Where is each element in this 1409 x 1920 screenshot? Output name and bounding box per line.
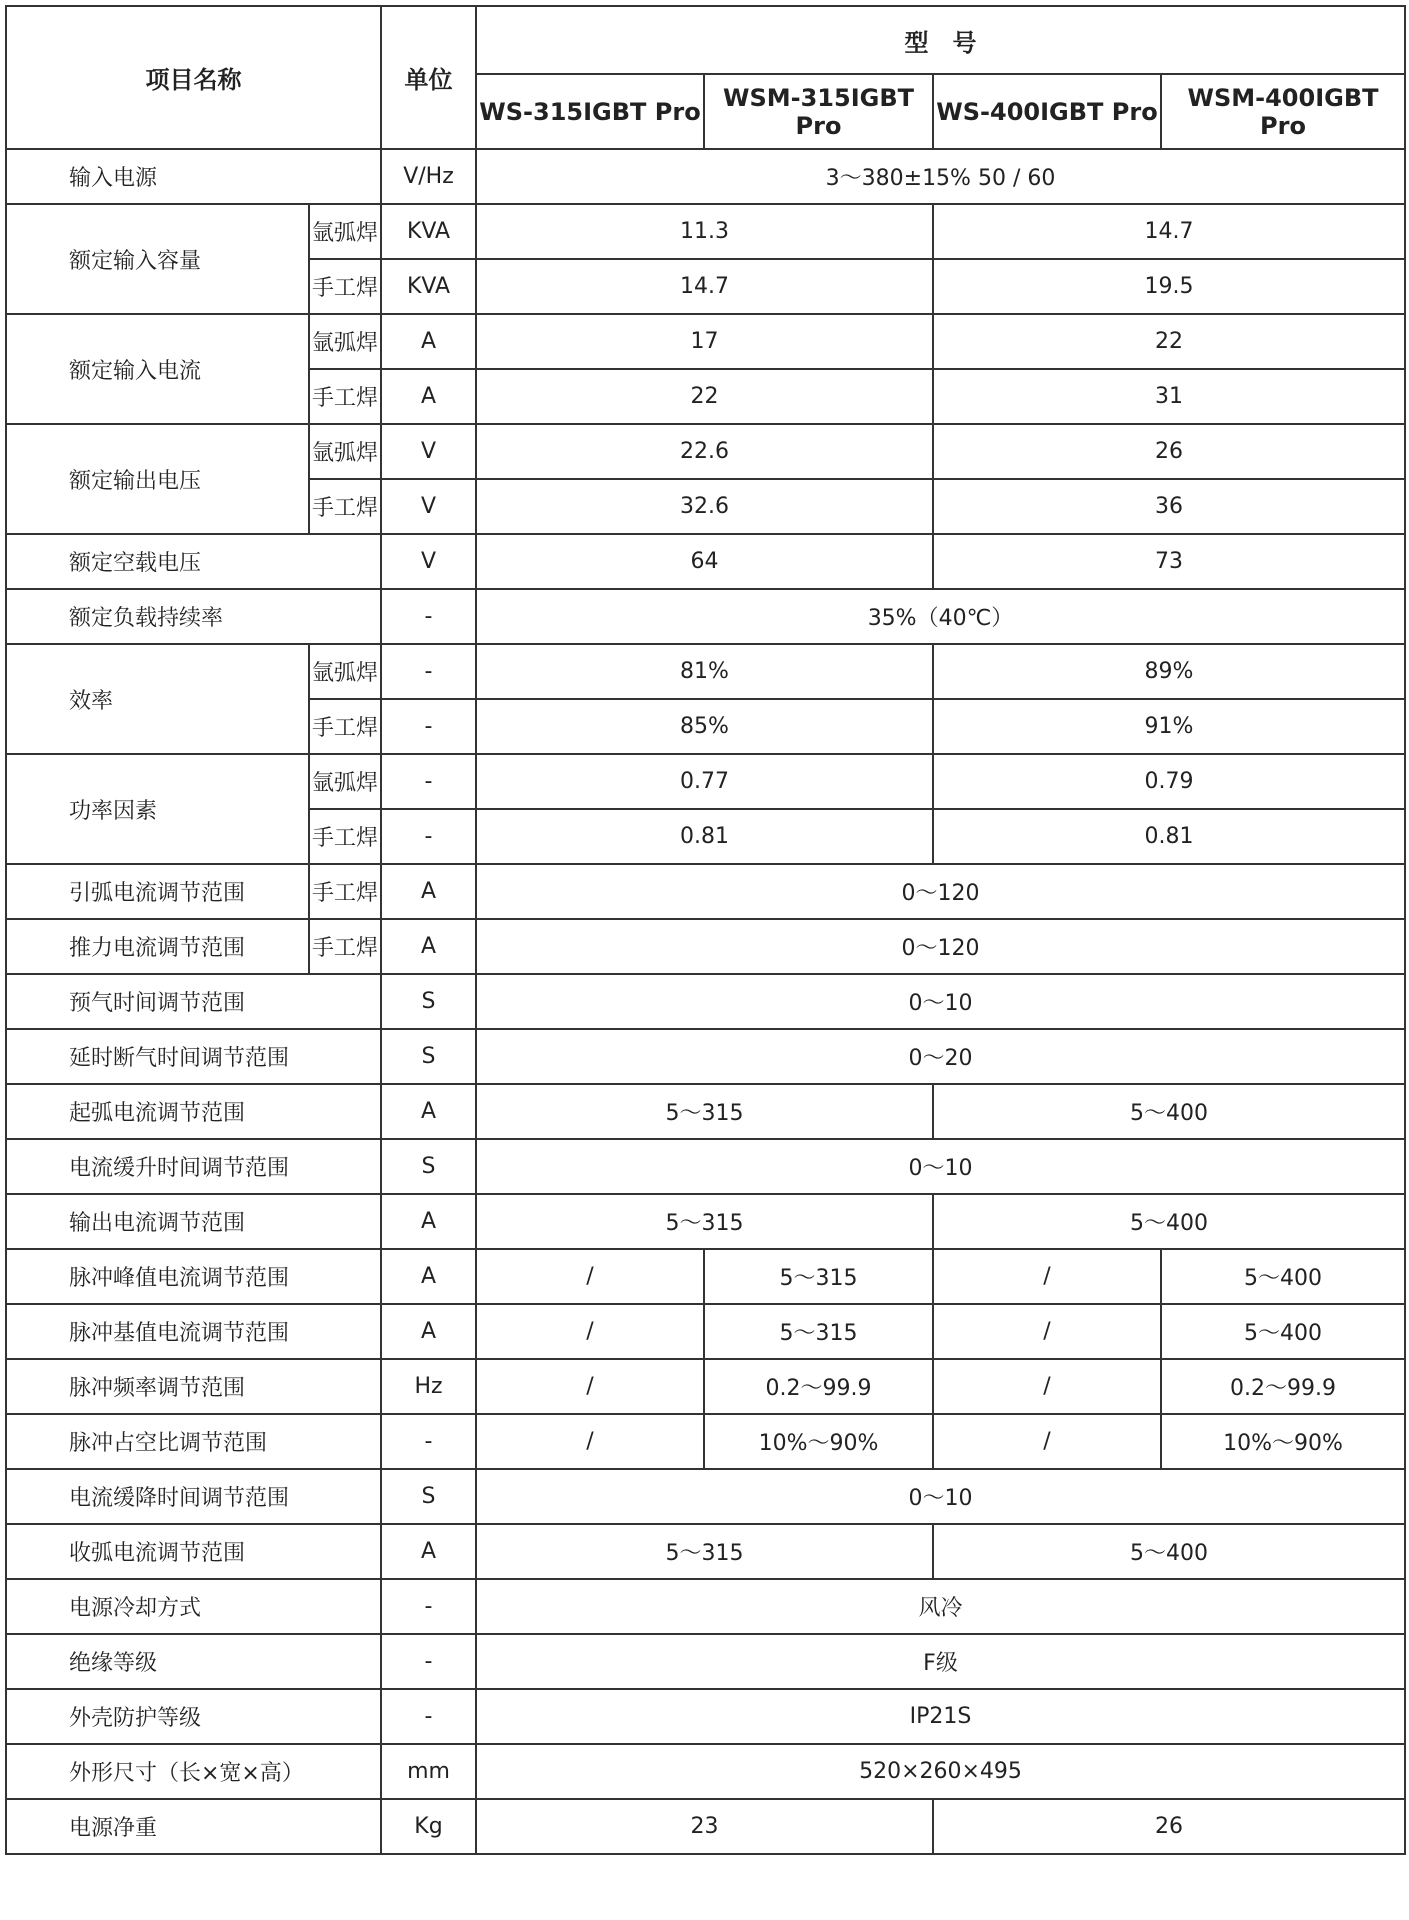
row-value: 14.7 <box>476 259 933 314</box>
row-value: 0～10 <box>476 974 1405 1029</box>
header-unit: 单位 <box>381 6 476 149</box>
row-sub-label: 氩弧焊 <box>309 204 381 259</box>
row-name: 推力电流调节范围 <box>6 919 309 974</box>
row-sub-label: 手工焊 <box>309 479 381 534</box>
table-row <box>6 1524 1405 1579</box>
row-unit: - <box>381 1579 476 1634</box>
row-unit: A <box>381 1084 476 1139</box>
row-unit: A <box>381 864 476 919</box>
row-sub-label: 手工焊 <box>309 919 381 974</box>
row-unit: S <box>381 1469 476 1524</box>
row-unit: V/Hz <box>381 149 476 204</box>
table-row <box>6 919 1405 974</box>
row-value: / <box>933 1359 1161 1414</box>
row-value: 10%～90% <box>704 1414 933 1469</box>
table-row <box>6 204 1405 259</box>
row-name: 输入电源 <box>6 149 381 204</box>
row-name: 输出电流调节范围 <box>6 1194 381 1249</box>
row-value: 5～315 <box>476 1524 933 1579</box>
row-unit: - <box>381 1689 476 1744</box>
row-sub-label: 氩弧焊 <box>309 644 381 699</box>
header-model: 型 号 <box>476 6 1405 74</box>
row-unit: KVA <box>381 204 476 259</box>
row-sub-label: 手工焊 <box>309 259 381 314</box>
row-value: 22 <box>933 314 1405 369</box>
row-unit: - <box>381 809 476 864</box>
row-value: 22 <box>476 369 933 424</box>
row-name: 起弧电流调节范围 <box>6 1084 381 1139</box>
row-sub-label: 氩弧焊 <box>309 754 381 809</box>
row-value: 0～10 <box>476 1139 1405 1194</box>
table-row <box>6 1249 1405 1304</box>
row-name: 电源冷却方式 <box>6 1579 381 1634</box>
header-model-1: WS-315IGBT Pro <box>476 74 704 149</box>
row-unit: A <box>381 1524 476 1579</box>
row-unit: - <box>381 699 476 754</box>
row-unit: S <box>381 974 476 1029</box>
row-value: 14.7 <box>933 204 1405 259</box>
row-value: 5～400 <box>933 1524 1405 1579</box>
row-unit: V <box>381 479 476 534</box>
row-unit: KVA <box>381 259 476 314</box>
table-row <box>6 1414 1405 1469</box>
row-value: 91% <box>933 699 1405 754</box>
row-value: 5～400 <box>933 1084 1405 1139</box>
row-unit: mm <box>381 1744 476 1799</box>
row-value: / <box>933 1304 1161 1359</box>
table-row <box>6 424 1405 479</box>
row-name: 外形尺寸（长×宽×高） <box>6 1744 381 1799</box>
row-value: 17 <box>476 314 933 369</box>
row-unit: A <box>381 1249 476 1304</box>
table-row <box>6 1579 1405 1634</box>
header-model-3: WS-400IGBT Pro <box>933 74 1161 149</box>
row-value: 10%～90% <box>1161 1414 1405 1469</box>
row-value: IP21S <box>476 1689 1405 1744</box>
row-name: 脉冲频率调节范围 <box>6 1359 381 1414</box>
row-name: 引弧电流调节范围 <box>6 864 309 919</box>
row-value: 0.81 <box>476 809 933 864</box>
row-value: 5～400 <box>1161 1304 1405 1359</box>
row-value: 5～315 <box>704 1304 933 1359</box>
row-value: 0.81 <box>933 809 1405 864</box>
table-row <box>6 1689 1405 1744</box>
row-name: 电流缓降时间调节范围 <box>6 1469 381 1524</box>
table-row <box>6 1304 1405 1359</box>
table-row <box>6 589 1405 644</box>
row-unit: - <box>381 1634 476 1689</box>
row-name: 收弧电流调节范围 <box>6 1524 381 1579</box>
row-sub-label: 氩弧焊 <box>309 424 381 479</box>
row-unit: - <box>381 589 476 644</box>
row-unit: - <box>381 644 476 699</box>
row-unit: Kg <box>381 1799 476 1854</box>
row-value: 0.2～99.9 <box>1161 1359 1405 1414</box>
row-name: 额定空载电压 <box>6 534 381 589</box>
row-value: / <box>476 1359 704 1414</box>
row-value: 35%（40℃） <box>476 589 1405 644</box>
table-row <box>6 1469 1405 1524</box>
row-value: 64 <box>476 534 933 589</box>
row-value: 73 <box>933 534 1405 589</box>
row-value: 11.3 <box>476 204 933 259</box>
row-value: 5～400 <box>933 1194 1405 1249</box>
row-unit: - <box>381 1414 476 1469</box>
table-row <box>6 1194 1405 1249</box>
row-sub-label: 手工焊 <box>309 369 381 424</box>
row-value: 89% <box>933 644 1405 699</box>
row-value: 26 <box>933 1799 1405 1854</box>
row-value: 26 <box>933 424 1405 479</box>
row-unit: Hz <box>381 1359 476 1414</box>
row-unit: S <box>381 1029 476 1084</box>
row-value: / <box>476 1249 704 1304</box>
table-row <box>6 644 1405 699</box>
row-sub-label: 手工焊 <box>309 864 381 919</box>
row-name: 预气时间调节范围 <box>6 974 381 1029</box>
row-value: 3～380±15% 50 / 60 <box>476 149 1405 204</box>
row-value: 81% <box>476 644 933 699</box>
row-value: / <box>933 1249 1161 1304</box>
header-model-2: WSM-315IGBT Pro <box>704 74 933 149</box>
table-row <box>6 1139 1405 1194</box>
row-value: 0～120 <box>476 919 1405 974</box>
row-value: 36 <box>933 479 1405 534</box>
row-value: 0～10 <box>476 1469 1405 1524</box>
row-unit: A <box>381 369 476 424</box>
row-unit: A <box>381 1304 476 1359</box>
row-value: / <box>476 1304 704 1359</box>
row-name: 电流缓升时间调节范围 <box>6 1139 381 1194</box>
row-value: 5～315 <box>704 1249 933 1304</box>
table-row <box>6 1359 1405 1414</box>
table-row <box>6 864 1405 919</box>
table-row <box>6 1799 1405 1854</box>
row-name: 脉冲基值电流调节范围 <box>6 1304 381 1359</box>
row-value: 32.6 <box>476 479 933 534</box>
row-unit: V <box>381 534 476 589</box>
row-value: 23 <box>476 1799 933 1854</box>
row-unit: V <box>381 424 476 479</box>
row-unit: S <box>381 1139 476 1194</box>
row-name: 额定输入容量 <box>6 204 309 314</box>
row-value: 5～315 <box>476 1194 933 1249</box>
row-sub-label: 手工焊 <box>309 809 381 864</box>
row-unit: A <box>381 919 476 974</box>
header-item-name: 项目名称 <box>6 6 381 149</box>
row-value: / <box>476 1414 704 1469</box>
row-name: 外壳防护等级 <box>6 1689 381 1744</box>
row-name: 效率 <box>6 644 309 754</box>
row-value: 5～315 <box>476 1084 933 1139</box>
row-name: 额定输入电流 <box>6 314 309 424</box>
row-value: 0～20 <box>476 1029 1405 1084</box>
spec-table-body <box>6 149 1405 1854</box>
table-row <box>6 974 1405 1029</box>
row-value: 0.2～99.9 <box>704 1359 933 1414</box>
table-row <box>6 754 1405 809</box>
row-value: 风冷 <box>476 1579 1405 1634</box>
row-value: 85% <box>476 699 933 754</box>
row-name: 延时断气时间调节范围 <box>6 1029 381 1084</box>
row-value: 19.5 <box>933 259 1405 314</box>
row-unit: A <box>381 1194 476 1249</box>
row-value: 520×260×495 <box>476 1744 1405 1799</box>
table-row <box>6 1084 1405 1139</box>
row-name: 功率因素 <box>6 754 309 864</box>
spec-table <box>5 5 1406 1855</box>
row-value: 22.6 <box>476 424 933 479</box>
row-value: 0.77 <box>476 754 933 809</box>
row-value: 5～400 <box>1161 1249 1405 1304</box>
row-unit: - <box>381 754 476 809</box>
row-sub-label: 手工焊 <box>309 699 381 754</box>
table-row <box>6 1029 1405 1084</box>
table-row <box>6 534 1405 589</box>
row-value: F级 <box>476 1634 1405 1689</box>
table-row <box>6 1634 1405 1689</box>
row-unit: A <box>381 314 476 369</box>
row-value: 0～120 <box>476 864 1405 919</box>
row-name: 绝缘等级 <box>6 1634 381 1689</box>
table-row <box>6 314 1405 369</box>
table-row <box>6 1744 1405 1799</box>
header-model-4: WSM-400IGBT Pro <box>1161 74 1405 149</box>
row-value: 31 <box>933 369 1405 424</box>
table-row <box>6 149 1405 204</box>
row-name: 额定负载持续率 <box>6 589 381 644</box>
row-name: 额定输出电压 <box>6 424 309 534</box>
row-sub-label: 氩弧焊 <box>309 314 381 369</box>
row-name: 脉冲占空比调节范围 <box>6 1414 381 1469</box>
row-value: / <box>933 1414 1161 1469</box>
row-value: 0.79 <box>933 754 1405 809</box>
row-name: 电源净重 <box>6 1799 381 1854</box>
row-name: 脉冲峰值电流调节范围 <box>6 1249 381 1304</box>
